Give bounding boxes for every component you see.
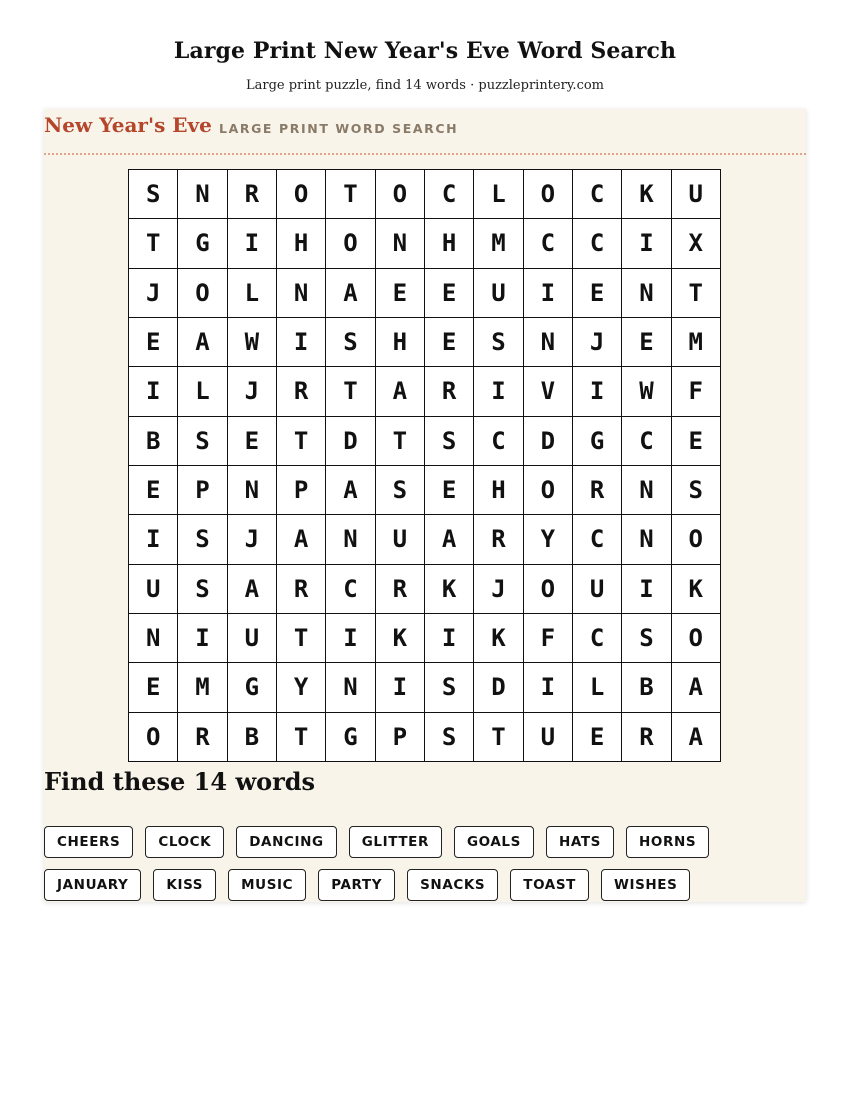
grid-cell[interactable]: N <box>129 614 178 663</box>
grid-cell[interactable]: R <box>228 170 277 219</box>
grid-cell[interactable]: E <box>129 663 178 712</box>
grid-cell[interactable]: P <box>376 713 425 762</box>
grid-cell[interactable]: M <box>474 219 523 268</box>
word-chip: HORNS <box>626 826 709 858</box>
grid-cell[interactable]: A <box>672 713 721 762</box>
word-chip: JANUARY <box>44 869 141 901</box>
grid-cell[interactable]: I <box>474 367 523 416</box>
grid-cell[interactable]: T <box>376 417 425 466</box>
grid-cell[interactable]: W <box>228 318 277 367</box>
grid-cell[interactable]: E <box>228 417 277 466</box>
grid-cell[interactable]: S <box>326 318 375 367</box>
grid-cell[interactable]: O <box>672 614 721 663</box>
grid-cell[interactable]: A <box>228 565 277 614</box>
grid-cell[interactable]: S <box>425 713 474 762</box>
grid-cell[interactable]: U <box>474 269 523 318</box>
grid-cell[interactable]: E <box>129 318 178 367</box>
grid-cell[interactable]: O <box>277 170 326 219</box>
grid-cell[interactable]: F <box>524 614 573 663</box>
grid-cell[interactable]: X <box>672 219 721 268</box>
grid-cell[interactable]: C <box>474 417 523 466</box>
word-chip: PARTY <box>318 869 395 901</box>
grid-cell[interactable]: E <box>573 713 622 762</box>
word-chip: CLOCK <box>145 826 224 858</box>
grid-cell[interactable]: E <box>129 466 178 515</box>
grid-cell[interactable]: E <box>622 318 671 367</box>
grid-cell[interactable]: K <box>622 170 671 219</box>
grid-cell[interactable]: I <box>228 219 277 268</box>
grid-cell[interactable]: B <box>228 713 277 762</box>
grid-cell[interactable]: C <box>573 219 622 268</box>
grid-cell[interactable]: A <box>672 663 721 712</box>
grid-cell[interactable]: A <box>326 269 375 318</box>
grid-cell[interactable]: S <box>376 466 425 515</box>
grid-cell[interactable]: N <box>622 515 671 564</box>
grid-cell[interactable]: U <box>573 565 622 614</box>
grid-cell[interactable]: O <box>672 515 721 564</box>
grid-cell[interactable]: T <box>672 269 721 318</box>
grid-cell[interactable]: U <box>228 614 277 663</box>
word-chip: GOALS <box>454 826 534 858</box>
grid-cell[interactable]: M <box>672 318 721 367</box>
grid-cell[interactable]: T <box>277 417 326 466</box>
grid-cell[interactable]: W <box>622 367 671 416</box>
card-header <box>44 109 806 155</box>
grid-cell[interactable]: T <box>326 367 375 416</box>
grid-cell[interactable]: M <box>178 663 227 712</box>
grid-cell[interactable]: K <box>672 565 721 614</box>
grid-cell[interactable]: S <box>425 663 474 712</box>
grid-cell[interactable]: H <box>376 318 425 367</box>
grid-cell[interactable]: E <box>672 417 721 466</box>
grid-cell[interactable]: G <box>573 417 622 466</box>
grid-cell[interactable]: U <box>672 170 721 219</box>
grid-cell[interactable]: D <box>474 663 523 712</box>
page-title: Large Print New Year's Eve Word Search <box>173 38 677 64</box>
grid-cell[interactable]: I <box>376 663 425 712</box>
grid-cell[interactable]: R <box>425 367 474 416</box>
grid-cell[interactable]: S <box>178 565 227 614</box>
grid-cell[interactable]: L <box>573 663 622 712</box>
grid-cell[interactable]: S <box>129 170 178 219</box>
grid-cell[interactable]: R <box>474 515 523 564</box>
grid-cell[interactable]: O <box>376 170 425 219</box>
grid-cell[interactable]: U <box>376 515 425 564</box>
grid-cell[interactable]: N <box>376 219 425 268</box>
letter-grid <box>128 169 721 762</box>
grid-cell[interactable]: N <box>524 318 573 367</box>
grid-cell[interactable]: I <box>326 614 375 663</box>
grid-cell[interactable]: A <box>425 515 474 564</box>
grid-cell[interactable]: Y <box>524 515 573 564</box>
grid-cell[interactable]: N <box>178 170 227 219</box>
grid-cell[interactable]: I <box>524 269 573 318</box>
grid-cell[interactable]: U <box>129 565 178 614</box>
grid-cell[interactable]: S <box>425 417 474 466</box>
grid-cell[interactable]: O <box>524 565 573 614</box>
word-list-row <box>44 869 690 901</box>
grid-cell[interactable]: A <box>178 318 227 367</box>
grid-cell[interactable]: C <box>622 417 671 466</box>
grid-cell[interactable]: K <box>425 565 474 614</box>
theme-title: New Year's Eve <box>44 113 212 137</box>
word-list-heading: Find these 14 words <box>44 767 316 796</box>
grid-cell[interactable]: A <box>376 367 425 416</box>
grid-cell[interactable]: S <box>672 466 721 515</box>
grid-cell[interactable]: L <box>228 269 277 318</box>
grid-cell[interactable]: T <box>277 713 326 762</box>
grid-cell[interactable]: J <box>228 515 277 564</box>
grid-cell[interactable]: R <box>277 565 326 614</box>
grid-cell[interactable]: H <box>474 466 523 515</box>
grid-cell[interactable]: T <box>277 614 326 663</box>
grid-cell[interactable]: H <box>277 219 326 268</box>
grid-cell[interactable]: O <box>524 170 573 219</box>
word-chip: WISHES <box>601 869 690 901</box>
grid-cell[interactable]: N <box>228 466 277 515</box>
word-chip: MUSIC <box>228 869 306 901</box>
grid-cell[interactable]: B <box>129 417 178 466</box>
grid-cell[interactable]: B <box>622 663 671 712</box>
grid-cell[interactable]: S <box>178 515 227 564</box>
puzzle-card <box>44 109 806 902</box>
grid-cell[interactable]: I <box>129 515 178 564</box>
grid-cell[interactable]: T <box>474 713 523 762</box>
grid-cell[interactable]: H <box>425 219 474 268</box>
grid-cell[interactable]: I <box>622 219 671 268</box>
grid-cell[interactable]: N <box>326 515 375 564</box>
grid-cell[interactable]: C <box>326 565 375 614</box>
grid-cell[interactable]: T <box>129 219 178 268</box>
grid-cell[interactable]: N <box>622 269 671 318</box>
grid-cell[interactable]: I <box>425 614 474 663</box>
grid-cell[interactable]: R <box>277 367 326 416</box>
grid-cell[interactable]: C <box>573 170 622 219</box>
grid-cell[interactable]: P <box>178 466 227 515</box>
word-chip: CHEERS <box>44 826 133 858</box>
grid-cell[interactable]: E <box>425 466 474 515</box>
grid-cell[interactable]: U <box>524 713 573 762</box>
grid-cell[interactable]: I <box>277 318 326 367</box>
word-chip: KISS <box>153 869 216 901</box>
grid-cell[interactable]: G <box>228 663 277 712</box>
grid-cell[interactable]: A <box>277 515 326 564</box>
grid-cell[interactable]: J <box>573 318 622 367</box>
grid-cell[interactable]: T <box>326 170 375 219</box>
grid-cell[interactable]: N <box>277 269 326 318</box>
grid-cell[interactable]: O <box>524 466 573 515</box>
grid-cell[interactable]: L <box>178 367 227 416</box>
word-chip: SNACKS <box>407 869 498 901</box>
grid-cell[interactable]: R <box>178 713 227 762</box>
grid-cell[interactable]: N <box>622 466 671 515</box>
grid-cell[interactable]: R <box>622 713 671 762</box>
grid-cell[interactable]: S <box>474 318 523 367</box>
grid-cell[interactable]: I <box>178 614 227 663</box>
grid-cell[interactable]: K <box>474 614 523 663</box>
grid-cell[interactable]: E <box>425 318 474 367</box>
grid-cell[interactable]: S <box>178 417 227 466</box>
grid-cell[interactable]: I <box>622 565 671 614</box>
grid-cell[interactable]: F <box>672 367 721 416</box>
word-chip: HATS <box>546 826 614 858</box>
grid-cell[interactable]: O <box>178 269 227 318</box>
grid-cell[interactable]: J <box>129 269 178 318</box>
grid-cell[interactable]: N <box>326 663 375 712</box>
grid-cell[interactable]: Y <box>277 663 326 712</box>
grid-cell[interactable]: R <box>573 466 622 515</box>
grid-cell[interactable]: O <box>326 219 375 268</box>
word-chip: DANCING <box>236 826 336 858</box>
grid-cell[interactable]: E <box>376 269 425 318</box>
grid-cell[interactable]: J <box>474 565 523 614</box>
word-list-row <box>44 826 709 858</box>
grid-cell[interactable]: I <box>573 367 622 416</box>
grid-cell[interactable]: R <box>376 565 425 614</box>
grid-cell[interactable]: C <box>524 219 573 268</box>
grid-cell[interactable]: C <box>573 515 622 564</box>
grid-cell[interactable]: D <box>326 417 375 466</box>
grid-cell[interactable]: L <box>474 170 523 219</box>
grid-cell[interactable]: I <box>129 367 178 416</box>
grid-cell[interactable]: I <box>524 663 573 712</box>
grid-cell[interactable]: O <box>129 713 178 762</box>
word-chip: TOAST <box>510 869 589 901</box>
grid-cell[interactable]: K <box>376 614 425 663</box>
grid-cell[interactable]: C <box>573 614 622 663</box>
grid-cell[interactable]: A <box>326 466 375 515</box>
grid-cell[interactable]: G <box>326 713 375 762</box>
theme-tag: LARGE PRINT WORD SEARCH <box>219 121 459 136</box>
grid-cell[interactable]: V <box>524 367 573 416</box>
grid-cell[interactable]: P <box>277 466 326 515</box>
grid-cell[interactable]: J <box>228 367 277 416</box>
grid-cell[interactable]: E <box>425 269 474 318</box>
word-chip: GLITTER <box>349 826 442 858</box>
grid-cell[interactable]: S <box>622 614 671 663</box>
grid-cell[interactable]: G <box>178 219 227 268</box>
grid-cell[interactable]: C <box>425 170 474 219</box>
grid-cell[interactable]: E <box>573 269 622 318</box>
page-subtitle: Large print puzzle, find 14 words · puzzleprintery.com <box>245 78 605 93</box>
grid-cell[interactable]: D <box>524 417 573 466</box>
